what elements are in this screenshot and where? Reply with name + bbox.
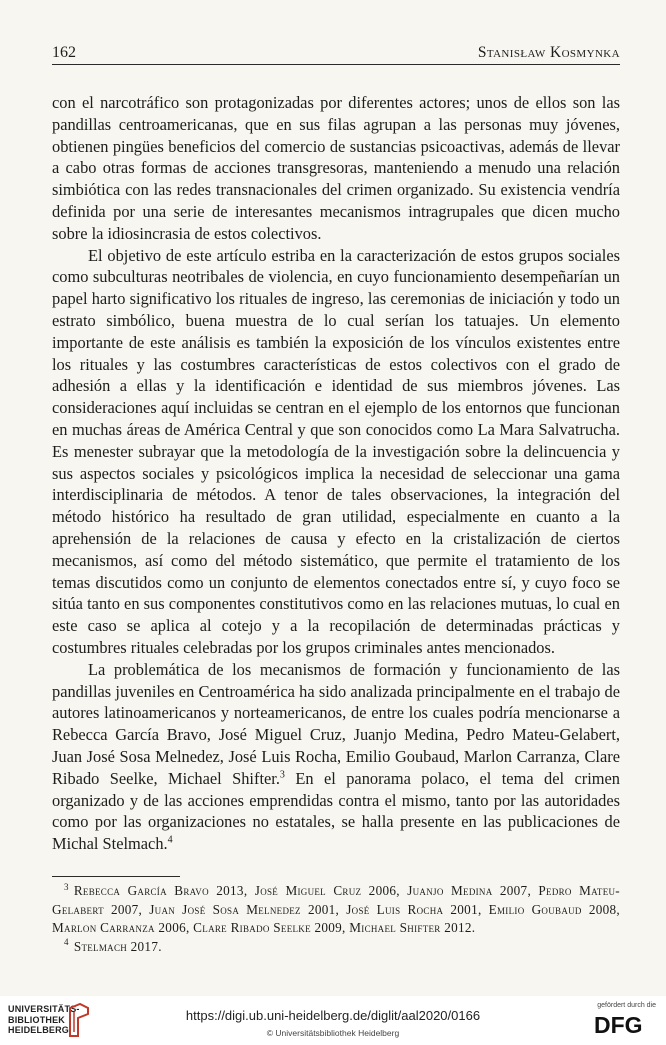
paragraph-3 — [52, 659, 620, 855]
paragraph-3-text-cont: En el panorama polaco, el tema del crimen organizado y de las acciones emprendidas contra el mismo, tanto por las autoridades como por las organizaciones no estatales, se halla presente en las publicaciones de Michal Stelmach. — [52, 768, 620, 854]
footnotes — [52, 882, 620, 956]
footnote-text: Stelmach 2017. — [73, 938, 162, 954]
footnote-text: Rebecca García Bravo 2013, José Miguel Cruz 2006, Juanjo Medina 2007, Pedro Mateu-Gelabert 2007, Juan José Sosa Melnedez 2001, José Luis Rocha 2001, Emilio Goubaud 2008, Marlon Carranza 2006, Clare Ribado Seelke 2009, Michael Shifter 2012. — [52, 883, 620, 936]
dfg-logo-text: DFG — [594, 1012, 643, 1036]
funder-note: gefördert durch die — [597, 1002, 656, 1009]
page-header — [52, 40, 620, 65]
copyright: © Universitätsbibliothek Heidelberg — [266, 1028, 400, 1038]
footnote-number: 3 — [64, 881, 69, 892]
running-head: Stanisław Kosmynka — [477, 44, 620, 61]
paragraph-3-text: La problemática de los mecanismos de formación y funcionamiento de las pandillas juveniles en Centroamérica ha sido analizada principalmente en el trabajo de autores latinoamericanos y norteamericanos, de entre los cuales podría mencionarse a Rebecca García Bravo, José Miguel Cruz, Juanjo Medina, Pedro Mateu-Gelabert, Juan José Sosa Melnedez, José Luis Rocha, Emilio Goubaud, Marlon Carranza, Clare Ribado Seelke, Michael Shifter. — [52, 659, 620, 788]
dfg-logo-icon — [594, 1012, 656, 1036]
library-line-1: UNIVERSITÄTS- — [8, 1004, 80, 1014]
library-line-2: BIBLIOTHEK — [8, 1014, 65, 1025]
body-text — [52, 92, 620, 855]
paragraph-1: con el narcotráfico son protagonizadas por diferentes actores; unos de ellos son las pandillas centroamericanas, que en sus filas agrupan a las personas muy jóvenes, obtienen pingües beneficios del comercio de sustancias psicoactivas, además de llevar a cabo otras formas de acciones transgresoras, manteniendo a menudo una relación simbiótica con las redes transnacionales del crimen organizado. Su existencia vendría definida por una serie de interesantes mecanismos intragrupales que dicen mucho sobre la idiosincrasia de estos colectivos. — [52, 93, 620, 243]
page-footer — [0, 996, 666, 1045]
footnote-ref-3[interactable]: 3 — [279, 769, 285, 781]
paragraph-2: El objetivo de este artículo estriba en la caracterización de estos grupos sociales como subculturas neotribales de violencia, en cuyo funcionamiento desempeñarían un papel harto significativo los rituales de ingreso, las ceremonias de iniciación y todo un estrato simbólico, buena muestra de lo cual serían los tatuajes. Un elemento importante de este análisis es también la exposición de los vínculos existentes entre los rituales y las costumbres características de estos colectivos con el grado de adhesión a ellas y la identificación e identidad de sus miembros jóvenes. Las consideraciones aquí incluidas se centran en el ejemplo de los entornos que funcionan en muchas áreas de América Central y que son conocidos como La Mara Salvatrucha. Es menester subrayar que la metodología de la investigación sobre la delincuencia y sus aspectos sociales y psicológicos implica la necesidad de seleccionar una gama interdisciplinaria de métodos. A tenor de tales observaciones, la integración del método histórico ha resultado de gran utilidad, especialmente en cuanto a la aprehensión de la relaciones de causa y efecto en la cristalización de ciertos mecanismos, así como del método sistemático, que permite el tratamiento de los temas discutidos como un conjunto de elementos conectados entre sí, y cuyo foco se sitúa tanto en sus componentes constitutivos como en las relaciones mutuas, lo cual en este caso se aplica al cotejo y a la recopilación de determinadas prácticas y costumbres rituales celebradas por los grupos criminales antes mencionados. — [52, 245, 620, 657]
library-line-3: HEIDELBERG — [8, 1025, 70, 1035]
page-number: 162 — [52, 44, 76, 61]
page-url-link[interactable]: https://digi.ub.uni-heidelberg.de/diglit/aal2020/0166 — [185, 1008, 481, 1023]
footnote-3 — [52, 882, 620, 938]
footnote-ref-4[interactable]: 4 — [167, 834, 173, 846]
footnote-4 — [52, 938, 620, 957]
footnote-number: 4 — [64, 937, 69, 948]
footnote-rule — [52, 876, 180, 877]
